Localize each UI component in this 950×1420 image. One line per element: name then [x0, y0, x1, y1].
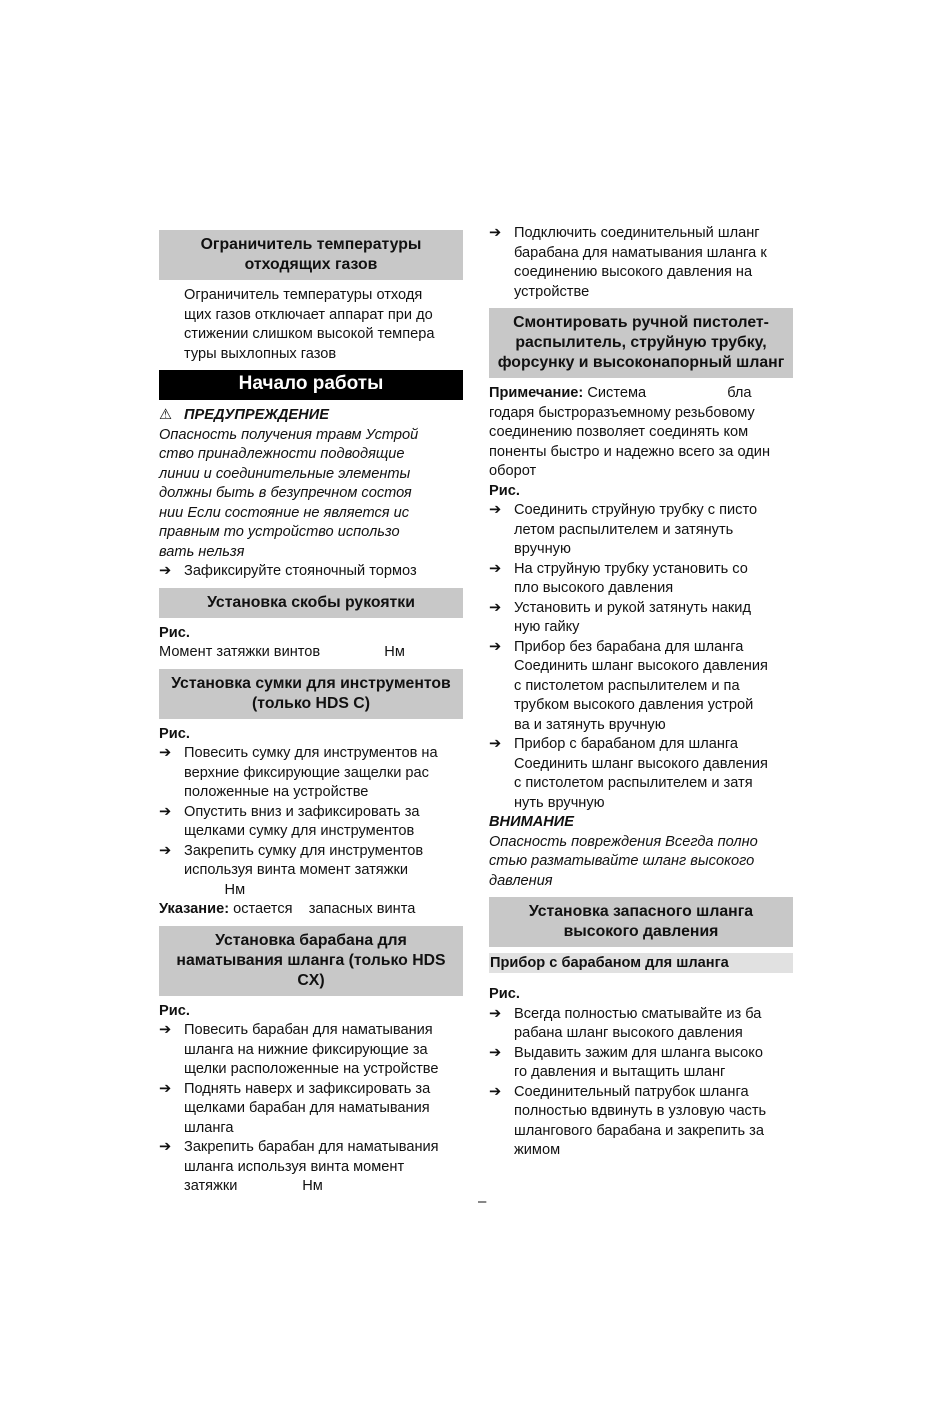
fig-label: Рис.: [159, 1002, 190, 1019]
arrow-icon: ➔: [159, 1139, 172, 1155]
heading-drum: Установка барабана для наматывания шланга (только HDS CX): [159, 926, 463, 996]
arrow-icon: ➔: [159, 563, 172, 579]
list-item: ➔ Соединить струйную трубку с писто летом распылителем и затянуть вручную: [489, 502, 758, 557]
torque-line: Момент затяжки винтов Нм: [159, 644, 405, 660]
arrow-icon: ➔: [489, 1005, 502, 1022]
list-item: ➔ Зафиксируйте стояночный тормоз: [159, 562, 463, 582]
note-line: Указание: остается запасных винта: [159, 901, 416, 917]
arrow-icon: ➔: [489, 638, 502, 655]
list-item: ➔ Соединительный патрубок шланга полностью вдвинуть в узловую часть шлангового барабана и закрепить за жимом: [489, 1083, 767, 1158]
caution-text: Опасность повреждения Всегда полно стью разматывайте шланг высокого давления: [489, 833, 758, 889]
caution-title: ВНИМАНИЕ: [489, 814, 575, 830]
list-item: ➔ На струйную трубку установить со пло высокого давления: [489, 560, 748, 596]
note-block: Примечание: Система бла годаря быстроразъемному резьбовому соединению позволяет соединять ком поненты быстро и надежно всего за один оборот: [489, 385, 771, 479]
list-item: ➔ Прибор с барабаном для шланга Соединить шланг высокого давления с пистолетом распылителем и затя нуть вручную: [489, 736, 768, 811]
list-item: ➔ Закрепить сумку для инструментов используя винта момент затяжки Нм: [159, 842, 424, 898]
fig-label: Рис.: [489, 482, 520, 499]
heading-spare-hose: Установка запасного шланга высокого давления: [489, 897, 793, 947]
arrow-icon: ➔: [489, 1044, 502, 1061]
arrow-icon: ➔: [159, 842, 172, 859]
arrow-icon: ➔: [489, 502, 502, 518]
arrow-icon: ➔: [159, 1080, 172, 1097]
list-item: ➔ Закрепить барабан для наматывания шланга используя винта момент затяжки Нм: [159, 1139, 439, 1194]
heading-start: Начало работы: [159, 370, 463, 400]
arrow-icon: ➔: [159, 1022, 172, 1038]
list-item: ➔ Повесить сумку для инструментов на верхние фиксирующие защелки рас положенные на устройстве: [159, 745, 438, 800]
list-item: ➔ Установить и рукой затянуть накид ную гайку: [489, 599, 751, 635]
fig-label: Рис.: [159, 725, 190, 742]
page-number: –: [478, 1193, 487, 1210]
arrow-icon: ➔: [489, 560, 502, 577]
temp-limiter-text: Ограничитель температуры отходя щих газов отключает аппарат при до стижении слишком высокой темпера туры выхлопных газов: [184, 287, 435, 362]
list-item: ➔ Прибор без барабана для шланга Соединить шланг высокого давления с пистолетом распылителем и па трубком высокого давления устрой ва и затянуть вручную: [489, 638, 768, 733]
list-item: ➔ Выдавить зажим для шланга высоко го давления и вытащить шланг: [489, 1044, 763, 1080]
list-item: ➔ Всегда полностью сматывайте из ба рабана шланг высокого давления: [489, 1005, 762, 1041]
arrow-icon: ➔: [159, 803, 172, 820]
list-item: ➔ Повесить барабан для наматывания шланга на нижние фиксирующие за щелки расположенные на устройстве: [159, 1022, 439, 1077]
left-column: [159, 224, 463, 1197]
heading-toolbag: Установка сумки для инструментов (только HDS C): [159, 669, 463, 719]
list-item: ➔ Опустить вниз и зафиксировать за щелками сумку для инструментов: [159, 803, 420, 839]
list-item: ➔ Поднять наверх и зафиксировать за щелками барабан для наматывания шланга: [159, 1080, 431, 1136]
fig-label: Рис.: [159, 624, 190, 641]
warning-title: ПРЕДУПРЕЖДЕНИЕ: [184, 407, 329, 423]
heading-mount: Смонтировать ручной пистолет-распылитель, струйную трубку, форсунку и высоконапорный шланг: [489, 308, 793, 378]
right-column: [489, 224, 793, 1161]
arrow-icon: ➔: [489, 1083, 502, 1100]
warning-text: Опасность получения травм Устрой ство принадлежности подводящие линии и соединительные элементы должны быть в безупречном состоя нии Если состояние не является ис правным то устройство использо вать нельзя: [159, 426, 419, 560]
arrow-icon: ➔: [489, 225, 502, 241]
heading-handle: Установка скобы рукоятки: [159, 588, 463, 618]
arrow-icon: ➔: [489, 736, 502, 752]
subheading-drum: Прибор с барабаном для шланга: [489, 953, 793, 973]
warning-icon: ⚠: [159, 407, 173, 423]
heading-temp-limiter: Ограничитель температуры отходящих газов: [159, 230, 463, 280]
list-item: ➔ Подключить соединительный шланг барабана для наматывания шланга к соединению высокого давления на устройстве: [489, 225, 767, 300]
fig-label: Рис.: [489, 986, 520, 1002]
arrow-icon: ➔: [489, 599, 502, 616]
warning-header: [159, 406, 463, 426]
arrow-icon: ➔: [159, 745, 172, 761]
